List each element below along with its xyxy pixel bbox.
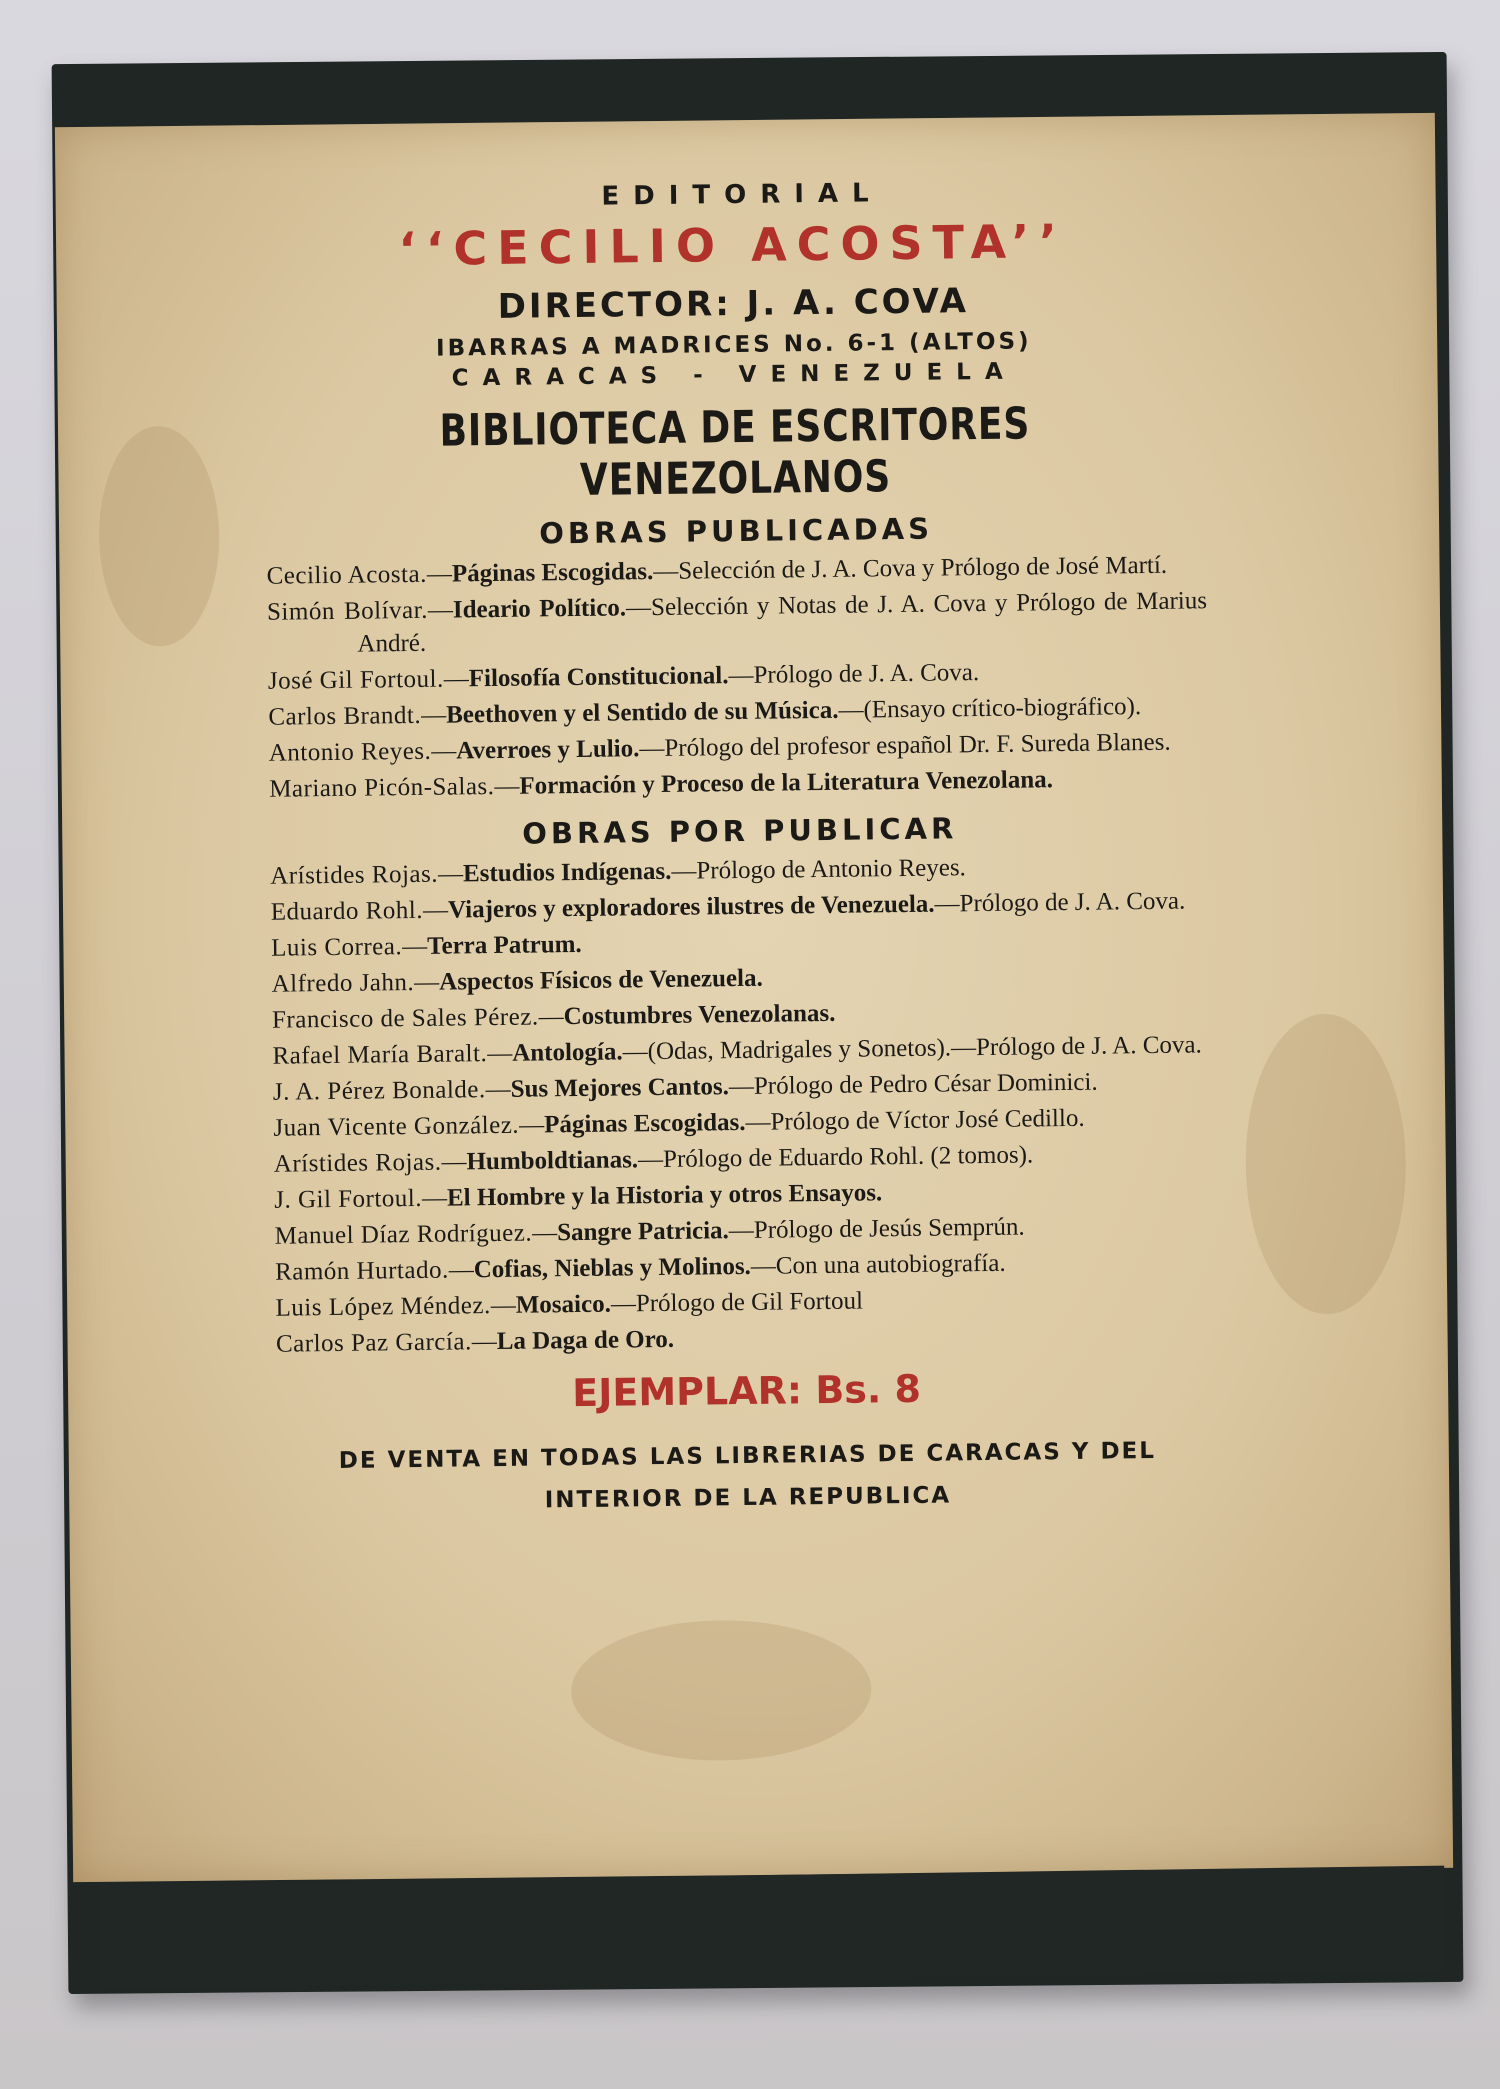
entry-author: Luis Correa.: [271, 933, 403, 962]
back-cover-text: [262, 174, 1218, 1524]
entry-author: Mariano Picón-Salas.: [269, 772, 495, 803]
book-entry: J. Gil Fortoul.—El Hombre y la Historia y otros Ensayos.: [274, 1179, 883, 1214]
director-line: DIRECTOR: J. A. COVA: [497, 281, 970, 327]
sale-notice: [277, 1429, 1218, 1524]
entry-note: Prólogo de J. A. Cova.: [959, 887, 1186, 918]
book-entry: Cecilio Acosta.—Páginas Escogidas.—Selección de J. A. Cova y Prólogo de José Martí.: [266, 551, 1168, 590]
entry-author: José Gil Fortoul.: [267, 665, 444, 695]
entry-title: Viajeros y exploradores ilustres de Venezuela.: [447, 890, 935, 924]
publisher-label: EDITORIAL: [601, 178, 883, 212]
entry-note: (Ensayo crítico-biográfico).: [863, 693, 1142, 724]
entry-title: Terra Patrum.: [426, 930, 582, 960]
book-entry: Rafael María Baralt.—Antología.—(Odas, Madrigales y Sonetos).—Prólogo de J. A. Cova.: [272, 1031, 1202, 1070]
entry-author: Ramón Hurtado.: [274, 1256, 449, 1286]
book-entry: Simón Bolívar.—Ideario Político.—Selección y Notas de J. A. Cova y Prólogo de Marius André.: [266, 587, 1208, 658]
entry-author: J. A. Pérez Bonalde.: [272, 1076, 486, 1106]
entry-author: Antonio Reyes.: [268, 737, 432, 767]
book-entry: Carlos Paz García.—La Daga de Oro.: [275, 1325, 675, 1358]
entry-title: Costumbres Venezolanas.: [563, 999, 836, 1031]
entry-title: Estudios Indígenas.: [462, 857, 672, 888]
entry-author: Carlos Paz García.: [275, 1328, 472, 1358]
book-entry: J. A. Pérez Bonalde.—Sus Mejores Cantos.—Prólogo de Pedro César Dominici.: [272, 1068, 1098, 1106]
entry-note: Prólogo de Pedro César Dominici.: [753, 1068, 1098, 1100]
entry-note: Prólogo de J. A. Cova.: [753, 659, 980, 689]
entry-note: Selección y Notas de J. A. Cova y Prólogo de Marius André.: [357, 587, 1208, 658]
book-entry: Juan Vicente González.—Páginas Escogidas.—Prólogo de Víctor José Cedillo.: [273, 1104, 1085, 1142]
book-entry: Arístides Rojas.—Estudios Indígenas.—Prólogo de Antonio Reyes.: [270, 854, 966, 890]
book-entry: Francisco de Sales Pérez.—Costumbres Venezolanas.: [271, 999, 836, 1034]
published-list: [266, 548, 1209, 805]
entry-author: Rafael María Baralt.: [272, 1040, 488, 1070]
entry-title: Filosofía Constitucional.: [468, 662, 729, 693]
entry-note: Selección de J. A. Cova y Prólogo de José Martí.: [678, 551, 1168, 585]
entry-title: Sangre Patricia.: [556, 1217, 730, 1247]
book-entry: Carlos Brandt.—Beethoven y el Sentido de su Música.—(Ensayo crítico-biográfico).: [268, 693, 1142, 731]
book-entry: Manuel Díaz Rodríguez.—Sangre Patricia.—Prólogo de Jesús Semprún.: [274, 1213, 1025, 1250]
book-entry: Mariano Picón-Salas.—Formación y Proceso de la Literatura Venezolana.: [269, 766, 1054, 803]
entry-title: Aspectos Físicos de Venezuela.: [439, 964, 763, 996]
entry-author: Francisco de Sales Pérez.: [271, 1003, 539, 1034]
entry-title: Ideario Político.: [452, 594, 627, 624]
price-label: EJEMPLAR: Bs. 8: [572, 1366, 922, 1416]
entry-title: Cofias, Nieblas y Molinos.: [473, 1252, 752, 1284]
book-entry: Luis López Méndez.—Mosaico.—Prólogo de Gil Fortoul: [275, 1287, 864, 1322]
sale-line-1: DE VENTA EN TODAS LAS LIBRERIAS DE CARACAS Y DEL: [338, 1437, 1157, 1474]
sale-line-2: INTERIOR DE LA REPUBLICA: [544, 1482, 952, 1514]
entry-author: Arístides Rojas.: [273, 1148, 442, 1178]
entry-title: Humboldtianas.: [466, 1146, 639, 1176]
series-title: BIBLIOTECA DE ESCRITORES VENEZOLANOS: [439, 398, 1031, 506]
book-entry: Eduardo Rohl.—Viajeros y exploradores ilustres de Venezuela.—Prólogo de J. A. Cova.: [270, 887, 1186, 926]
entry-note: (Odas, Madrigales y Sonetos).—Prólogo de J. A. Cova.: [647, 1031, 1202, 1066]
forthcoming-list: [270, 848, 1216, 1360]
book-entry: Antonio Reyes.—Averroes y Lulio.—Prólogo del profesor español Dr. F. Sureda Blanes.: [268, 728, 1171, 767]
entry-author: Eduardo Rohl.: [270, 896, 424, 926]
entry-title: Páginas Escogidas.: [451, 558, 654, 588]
forthcoming-heading: OBRAS POR PUBLICAR: [522, 811, 958, 851]
entry-author: Cecilio Acosta.: [266, 560, 428, 590]
entry-author: Juan Vicente González.: [273, 1111, 520, 1142]
entry-note: Prólogo del profesor español Dr. F. Sureda Blanes.: [664, 728, 1171, 762]
entry-author: Alfredo Jahn.: [271, 968, 415, 998]
entry-title: La Daga de Oro.: [496, 1325, 675, 1356]
entry-title: El Hombre y la Historia y otros Ensayos.: [446, 1179, 883, 1212]
entry-author: Luis López Méndez.: [275, 1292, 491, 1322]
published-heading: OBRAS PUBLICADAS: [538, 511, 934, 551]
book-entry: Alfredo Jahn.—Aspectos Físicos de Venezuela.: [271, 964, 763, 998]
entry-author: Manuel Díaz Rodríguez.: [274, 1219, 533, 1250]
entry-note: Prólogo de Gil Fortoul: [635, 1287, 864, 1318]
city-line: CARACAS - VENEZUELA: [451, 358, 1017, 392]
entry-note: Prólogo de Víctor José Cedillo.: [770, 1104, 1085, 1136]
entry-note: Con una autobiografía.: [775, 1249, 1006, 1280]
book-entry: Ramón Hurtado.—Cofias, Nieblas y Molinos.—Con una autobiografía.: [274, 1249, 1006, 1286]
entry-note: Prólogo de Antonio Reyes.: [696, 854, 966, 885]
entry-title: Sus Mejores Cantos.: [510, 1073, 730, 1103]
entry-author: Simón Bolívar.: [266, 596, 429, 626]
entry-author: J. Gil Fortoul.: [274, 1184, 423, 1214]
entry-title: Antología.: [512, 1038, 623, 1067]
entry-author: Arístides Rojas.: [270, 860, 439, 890]
book-entry: Luis Correa.—Terra Patrum.: [271, 930, 582, 962]
entry-note: Prólogo de Eduardo Rohl. (2 tomos).: [662, 1141, 1034, 1173]
book-entry: Arístides Rojas.—Humboldtianas.—Prólogo de Eduardo Rohl. (2 tomos).: [273, 1141, 1034, 1178]
address-line: IBARRAS A MADRICES No. 6-1 (ALTOS): [435, 328, 1032, 362]
book-entry: José Gil Fortoul.—Filosofía Constitucional.—Prólogo de J. A. Cova.: [267, 659, 980, 695]
cloth-band-bottom: [99, 1866, 1445, 1990]
entry-title: Páginas Escogidas.: [543, 1108, 746, 1139]
publisher-name: ‘‘CECILIO ACOSTA’’: [398, 213, 1068, 277]
entry-title: Beethoven y el Sentido de su Música.: [445, 696, 839, 729]
entry-note: Prólogo de Jesús Semprún.: [753, 1213, 1025, 1244]
entry-title: Mosaico.: [515, 1290, 612, 1319]
entry-title: Formación y Proceso de la Literatura Venezolana.: [519, 766, 1054, 800]
entry-title: Averroes y Lulio.: [456, 735, 640, 765]
entry-author: Carlos Brandt.: [268, 701, 422, 731]
